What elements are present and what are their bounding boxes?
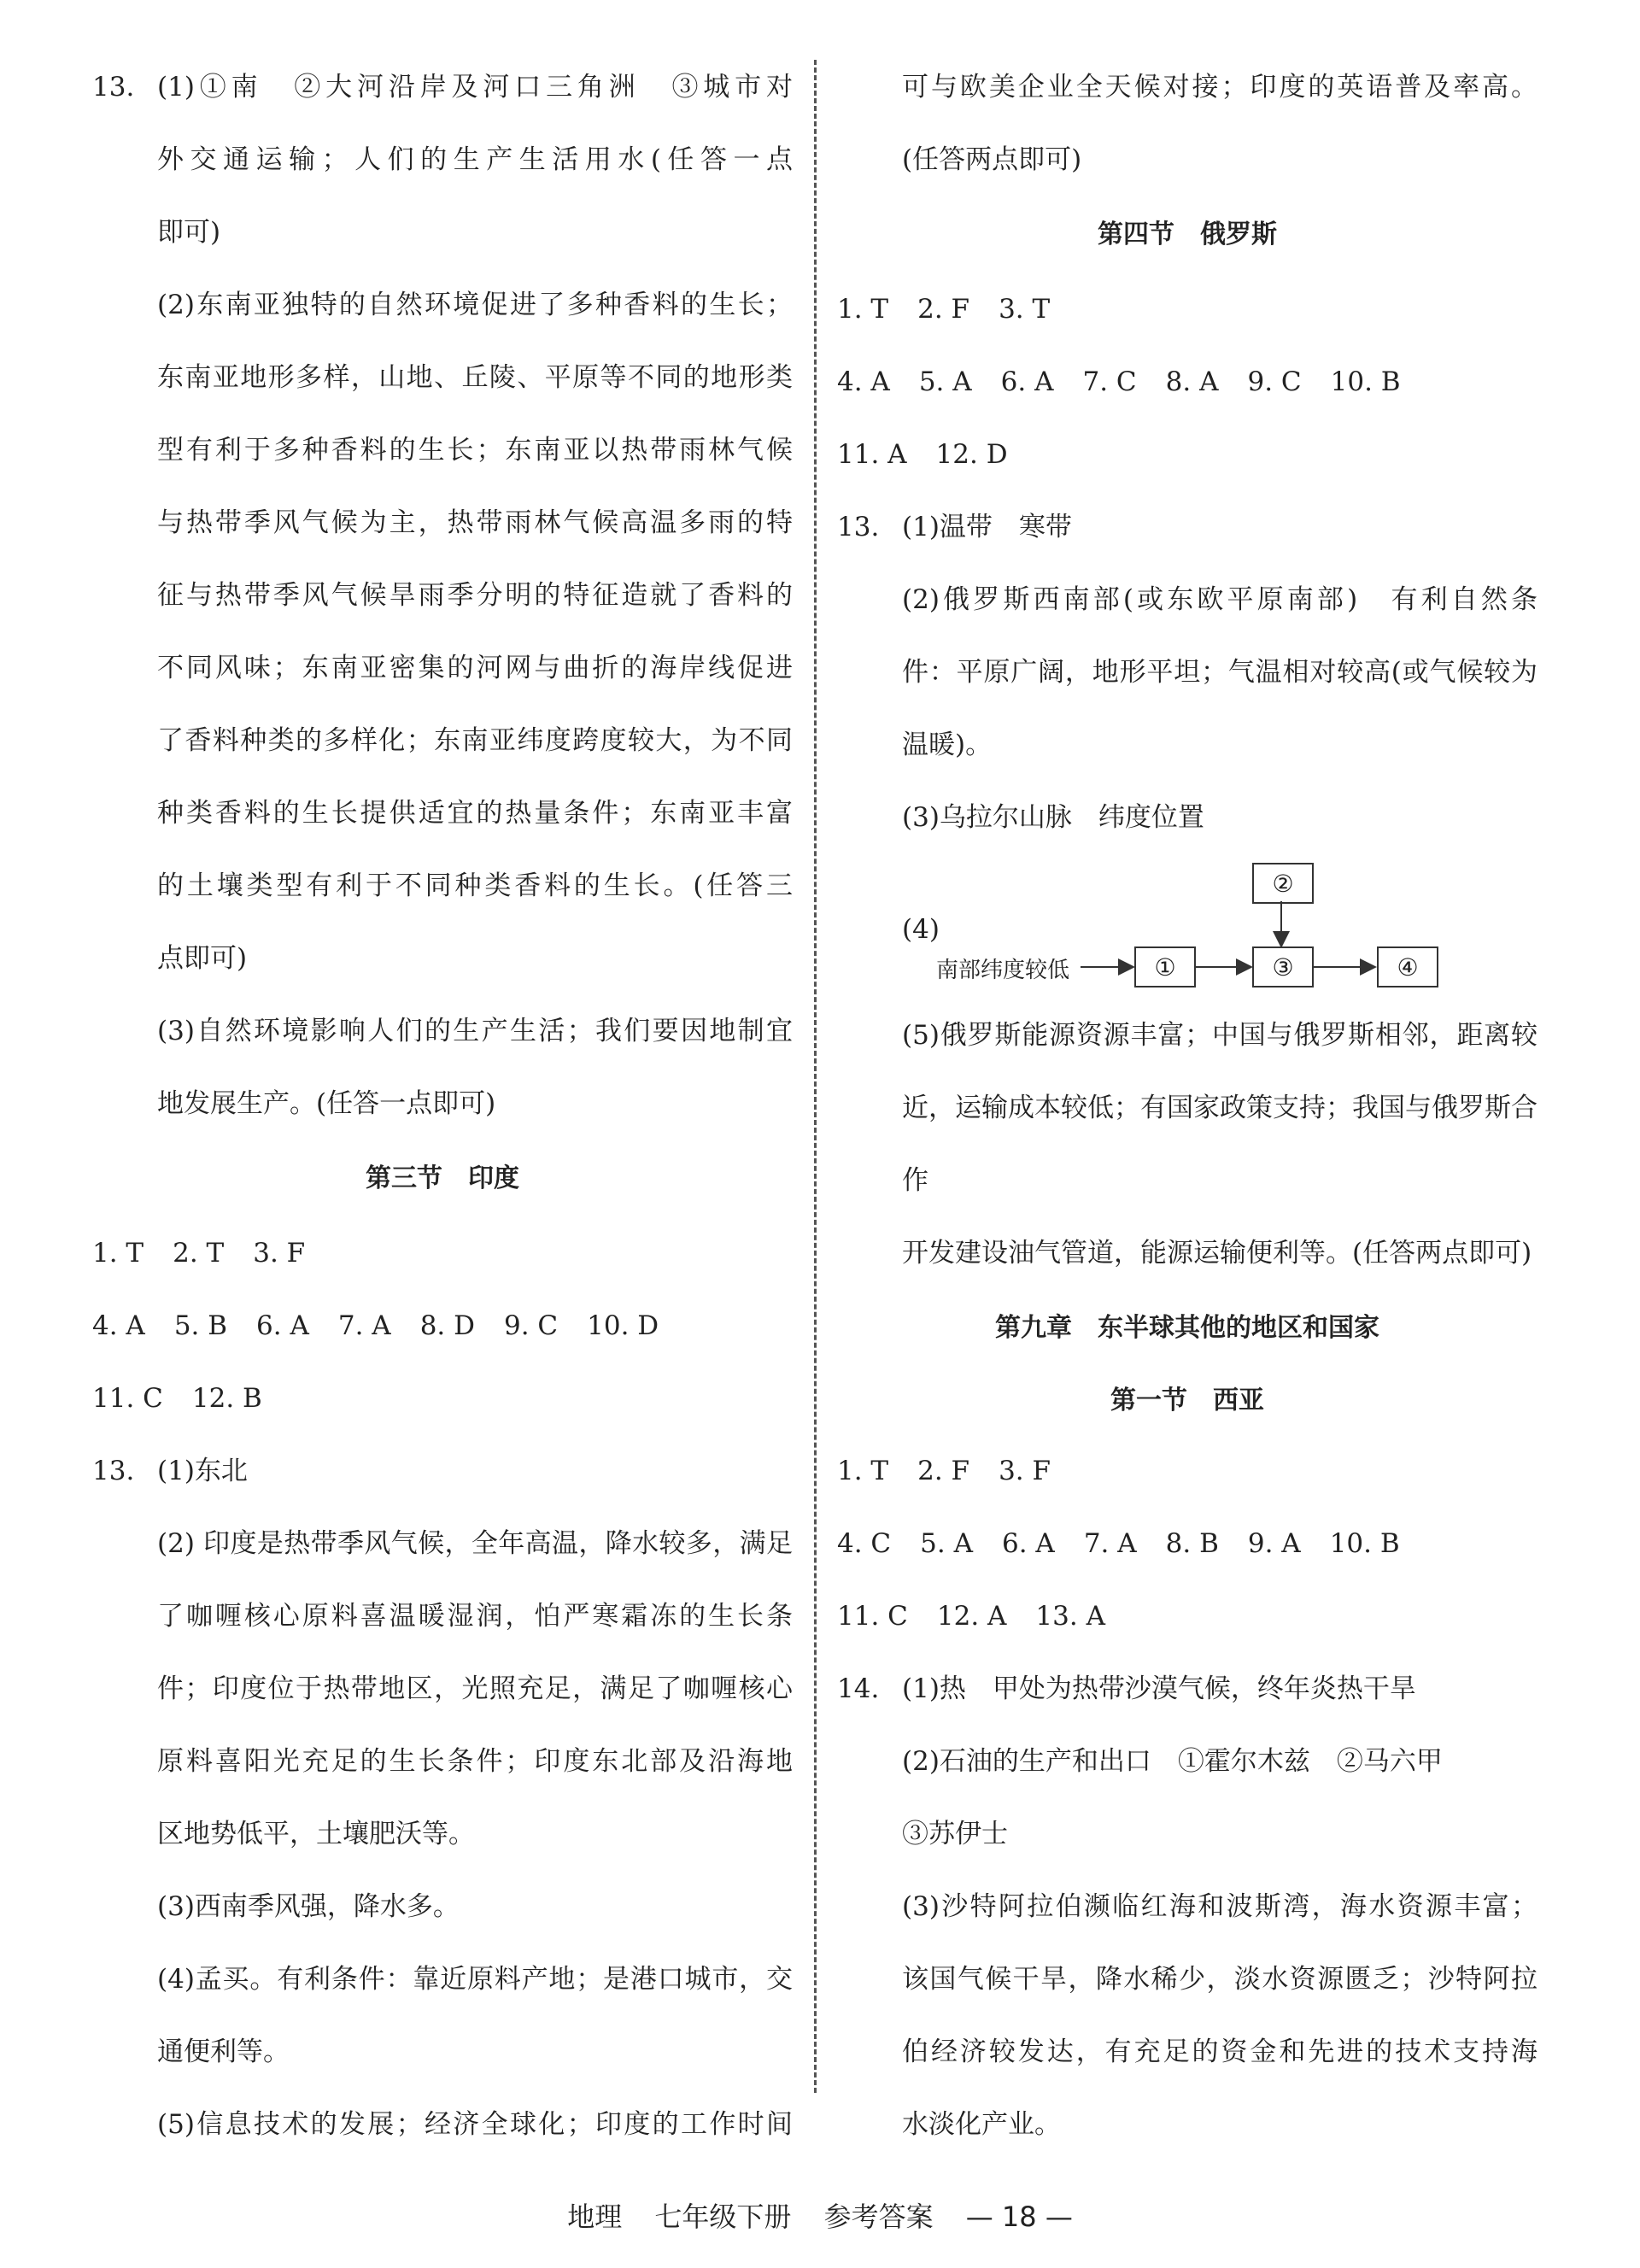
answer-row: 11. C 12. A 13. A [837, 1601, 1105, 1632]
q14-part3: (3)沙特阿拉伯濒临红海和波斯湾，海水资源丰富； 该国气候干旱，降水稀少，淡水资源匮乏；沙特阿拉 伯经济较发达，有充足的资金和先进的技术支持海 水淡化产业。 [902, 1891, 1538, 2140]
answer-row: 4. A 5. A 6. A 7. C 8. A 9. C 10. B [837, 366, 1401, 397]
q13-part1: (1)①南 ②大河沿岸及河口三角洲 ③城市对 [157, 72, 793, 103]
q13-part2: (2)东南亚独特的自然环境促进了多种香料的生长； 东南亚地形多样，山地、丘陵、平原等不同的地形类 型有利于多种香料的生长；东南亚以热带雨林气候 与热带季风气候为主，热带雨林气候高温多雨的特 征与热带季风气候旱雨季分明的特征造就了香料的 不同风味；东南亚密集的河网与曲折的海岸线促进 了香料种类的多样化；东南亚纬度跨度较大，为不同 种类香料的生长提供适宜的热量条件；东南亚丰富 的土壤类型有利于不同种类香料的生长。(任答三 点即可) [157, 290, 793, 974]
russia-q13-part2: (2)俄罗斯西南部(或东欧平原南部) 有利自然条 件：平原广阔，地形平坦；气温相对较高(或气候较为 温暖)。 [902, 584, 1538, 760]
answer-row: 4. C 5. A 6. A 7. A 8. B 9. A 10. B [837, 1528, 1400, 1559]
section-title-west-asia: 第一节 西亚 [1110, 1386, 1264, 1415]
chapter-title: 第九章 东半球其他的地区和国家 [995, 1313, 1379, 1343]
q13-part3: (3)自然环境影响人们的生产生活；我们要因地制宜 地发展生产。(任答一点即可) [157, 1016, 793, 1119]
question-number: 14. [837, 1673, 880, 1704]
answer-row: 4. A 5. B 6. A 7. A 8. D 9. C 10. D [92, 1310, 659, 1341]
q4-label: (4) [902, 914, 940, 945]
q13-part1-cont: 外交通运输；人们的生产生活用水(任答一点 即可) [157, 144, 793, 248]
footer-subject: 地理 [567, 2201, 623, 2233]
diagram-box-2: ② [1252, 863, 1314, 904]
q13-row [92, 51, 793, 124]
q13b-part5: (5)信息技术的发展；经济全球化；印度的工作时间 [157, 2109, 793, 2140]
q13b-part3: (3)西南季风强，降水多。 [157, 1891, 460, 1922]
russia-q13-row: 13. (1)温带 寒带 [837, 491, 1538, 564]
diagram-start-label: 南部纬度较低 [936, 958, 1070, 983]
answer-row: 11. A 12. D [837, 439, 1008, 470]
page-footer [0, 2195, 1640, 2235]
diagram-box-4: ④ [1377, 946, 1438, 987]
question-number: 13. [92, 1456, 135, 1486]
question-number: 13. [92, 72, 135, 103]
q14-row: 14. (1)热 甲处为热带沙漠气候，终年炎热干旱 [837, 1653, 1538, 1726]
q13b-part2: (2) 印度是热带季风气候，全年高温，降水较多，满足 了咖喱核心原料喜温暖湿润，怕严寒霜冻的生长条 件；印度位于热带地区，光照充足，满足了咖喱核心 原料喜阳光充足的生长条件；印度东北部及沿海地 区地势低平，土壤肥沃等。 [157, 1528, 793, 1849]
answer-row: 1. T 2. T 3. F [92, 1238, 306, 1269]
footer-label: 参考答案 [823, 2201, 934, 2233]
russia-q13-part3: (3)乌拉尔山脉 纬度位置 [902, 802, 1204, 833]
diagram-box-1: ① [1134, 946, 1196, 987]
right-column [837, 51, 1538, 2161]
question-number: 13. [837, 512, 880, 542]
section-title-india: 第三节 印度 [366, 1163, 519, 1193]
q14-part2: (2)石油的生产和出口 ①霍尔木兹 ②马六甲 ③苏伊士 [902, 1746, 1443, 1849]
answer-row: 11. C 12. B [92, 1383, 262, 1414]
page-number: — 18 — [965, 2201, 1073, 2233]
q13b-part4: (4)孟买。有利条件：靠近原料产地；是港口城市，交 通便利等。 [157, 1964, 793, 2067]
footer-grade: 七年级下册 [654, 2201, 792, 2233]
diagram-box-3: ③ [1252, 946, 1314, 987]
section-title-russia: 第四节 俄罗斯 [1098, 220, 1277, 249]
q13b-row: 13. (1)东北 [92, 1435, 793, 1508]
answer-row: 1. T 2. F 3. F [837, 1456, 1051, 1486]
russia-q13-part5: (5)俄罗斯能源资源丰富；中国与俄罗斯相邻，距离较 近，运输成本较低；有国家政策支持；我国与俄罗斯合作 开发建设油气管道，能源运输便利等。(任答两点即可) [902, 1020, 1538, 1269]
india-q13-part5-cont: 可与欧美企业全天候对接；印度的英语普及率高。 (任答两点即可) [902, 72, 1538, 175]
left-column [92, 51, 793, 2161]
answer-row: 1. T 2. F 3. T [837, 294, 1051, 325]
flow-diagram [837, 863, 1538, 999]
column-divider [814, 60, 817, 2093]
